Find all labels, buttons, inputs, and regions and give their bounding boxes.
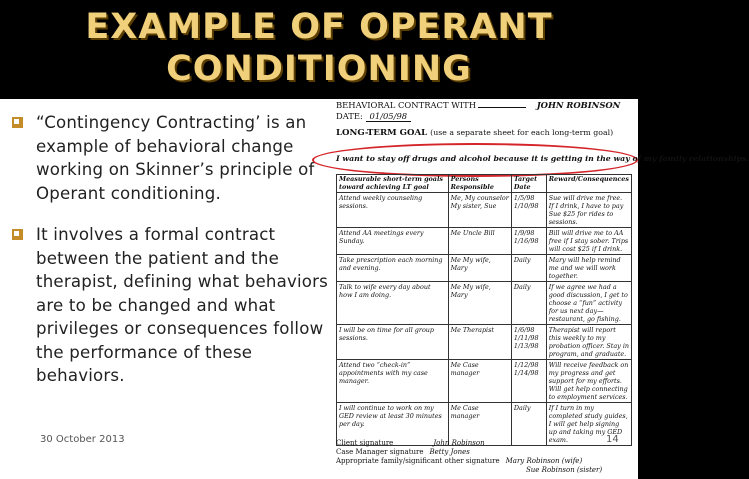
table-cell: Me Uncle Bill (448, 228, 511, 255)
signature-value: Mary Robinson (wife) (505, 457, 583, 465)
signature-line (336, 448, 470, 456)
table-cell: Me, My counselor My sister, Sue (448, 193, 511, 228)
table-cell: Sue will drive me free. If I drink, I have to pay Sue $25 for rides to sessions. (546, 193, 631, 228)
table-cell: Me Therapist (448, 325, 511, 360)
bullet-text: “Contingency Contracting’ is an example of behavioral change working on Skinner’s principle of Operant conditioning. (36, 113, 315, 203)
signature-value: Betty Jones (429, 448, 470, 456)
table-cell: If I turn in my completed study guides, I will get help signing up and taking my GED exam. (546, 403, 631, 446)
bullet-item (8, 111, 330, 205)
table-cell: Bill will drive me to AA free if I stay sober. Trips will cost $25 if I drink. (546, 228, 631, 255)
table-row (337, 282, 632, 325)
column-header: Persons Responsible (448, 175, 511, 193)
long-term-goal-text: I want to stay off drugs and alcohol because it is getting in the way of my family relationships. (336, 154, 749, 163)
contract-heading-label: BEHAVIORAL CONTRACT WITH (336, 100, 477, 110)
underline (478, 107, 526, 108)
table-cell: Daily (511, 255, 546, 282)
table-cell: Attend two “check-in” appointments with my case manager. (337, 360, 449, 403)
table-cell: Attend AA meetings every Sunday. (337, 228, 449, 255)
square-bullet-icon (12, 117, 23, 128)
table-cell: 1/5/98 1/10/98 (511, 193, 546, 228)
behavioral-contract-image (332, 99, 749, 479)
contract-heading (336, 100, 620, 110)
table-cell: If we agree we had a good discussion, I get to choose a “fun” activity for us next day—restaurant, go fishing. (546, 282, 631, 325)
long-term-goal-heading (336, 128, 613, 138)
bullet-item (8, 223, 330, 388)
table-cell: Attend weekly counseling sessions. (337, 193, 449, 228)
bullet-text: It involves a formal contract between the patient and the therapist, defining what behaviors are to be changed and what privileges or consequences follow the performance of these behaviors. (36, 225, 329, 385)
footer-date: 30 October 2013 (40, 434, 125, 445)
table-row (337, 255, 632, 282)
table-cell: Talk to wife every day about how I am doing. (337, 282, 449, 325)
table-header-row (337, 175, 632, 193)
slide-title (0, 6, 638, 90)
signature-value: John Robinson (433, 439, 485, 447)
table-cell: I will continue to work on my GED review at least 30 minutes per day. (337, 403, 449, 446)
table-cell: I will be on time for all group sessions. (337, 325, 449, 360)
table-row (337, 360, 632, 403)
table-cell: Me My wife, Mary (448, 282, 511, 325)
table-row (337, 193, 632, 228)
table-cell: Therapist will report this weekly to my probation officer. Stay in program, and graduate. (546, 325, 631, 360)
table-cell: Daily (511, 282, 546, 325)
long-term-goal-label: LONG-TERM GOAL (336, 128, 428, 138)
column-header: Target Date (511, 175, 546, 193)
table-cell: Will receive feedback on my progress and get support for my efforts. Will get help connecting to employment services. (546, 360, 631, 403)
table-cell: Daily (511, 403, 546, 446)
table-cell: 1/9/98 1/16/98 (511, 228, 546, 255)
table-row (337, 325, 632, 360)
signature-label: Appropriate family/significant other signature (336, 457, 500, 465)
contract-date (336, 111, 411, 121)
bullet-list (8, 111, 330, 406)
date-label: DATE: (336, 111, 363, 121)
signature-line (336, 439, 485, 447)
column-header: Reward/Consequences (546, 175, 631, 193)
table-cell: Take prescription each morning and evening. (337, 255, 449, 282)
table-cell: 1/6/98 1/11/98 1/13/98 (511, 325, 546, 360)
signature-line (336, 457, 582, 465)
contract-table (336, 174, 632, 446)
signature-value: Sue Robinson (sister) (526, 466, 603, 474)
column-header: Measurable short-term goals toward achieving LT goal (337, 175, 449, 193)
page-number: 14 (606, 434, 619, 445)
date-value: 01/05/98 (366, 111, 412, 122)
signature-line (520, 466, 602, 474)
table-cell: Me Case manager (448, 360, 511, 403)
contract-client-name: JOHN ROBINSON (536, 100, 621, 110)
table-cell: 1/12/98 1/14/98 (511, 360, 546, 403)
title-line-2: CONDITIONING (166, 49, 472, 89)
table-cell: Me Case manager (448, 403, 511, 446)
signature-label: Case Manager signature (336, 448, 424, 456)
long-term-goal-note: (use a separate sheet for each long-term goal) (430, 128, 614, 137)
square-bullet-icon (12, 229, 23, 240)
table-cell: Me My wife, Mary (448, 255, 511, 282)
title-line-1: EXAMPLE OF OPERANT (85, 7, 553, 47)
table-row (337, 228, 632, 255)
table-cell: Mary will help remind me and we will work together. (546, 255, 631, 282)
signature-label: Client signature (336, 439, 394, 447)
